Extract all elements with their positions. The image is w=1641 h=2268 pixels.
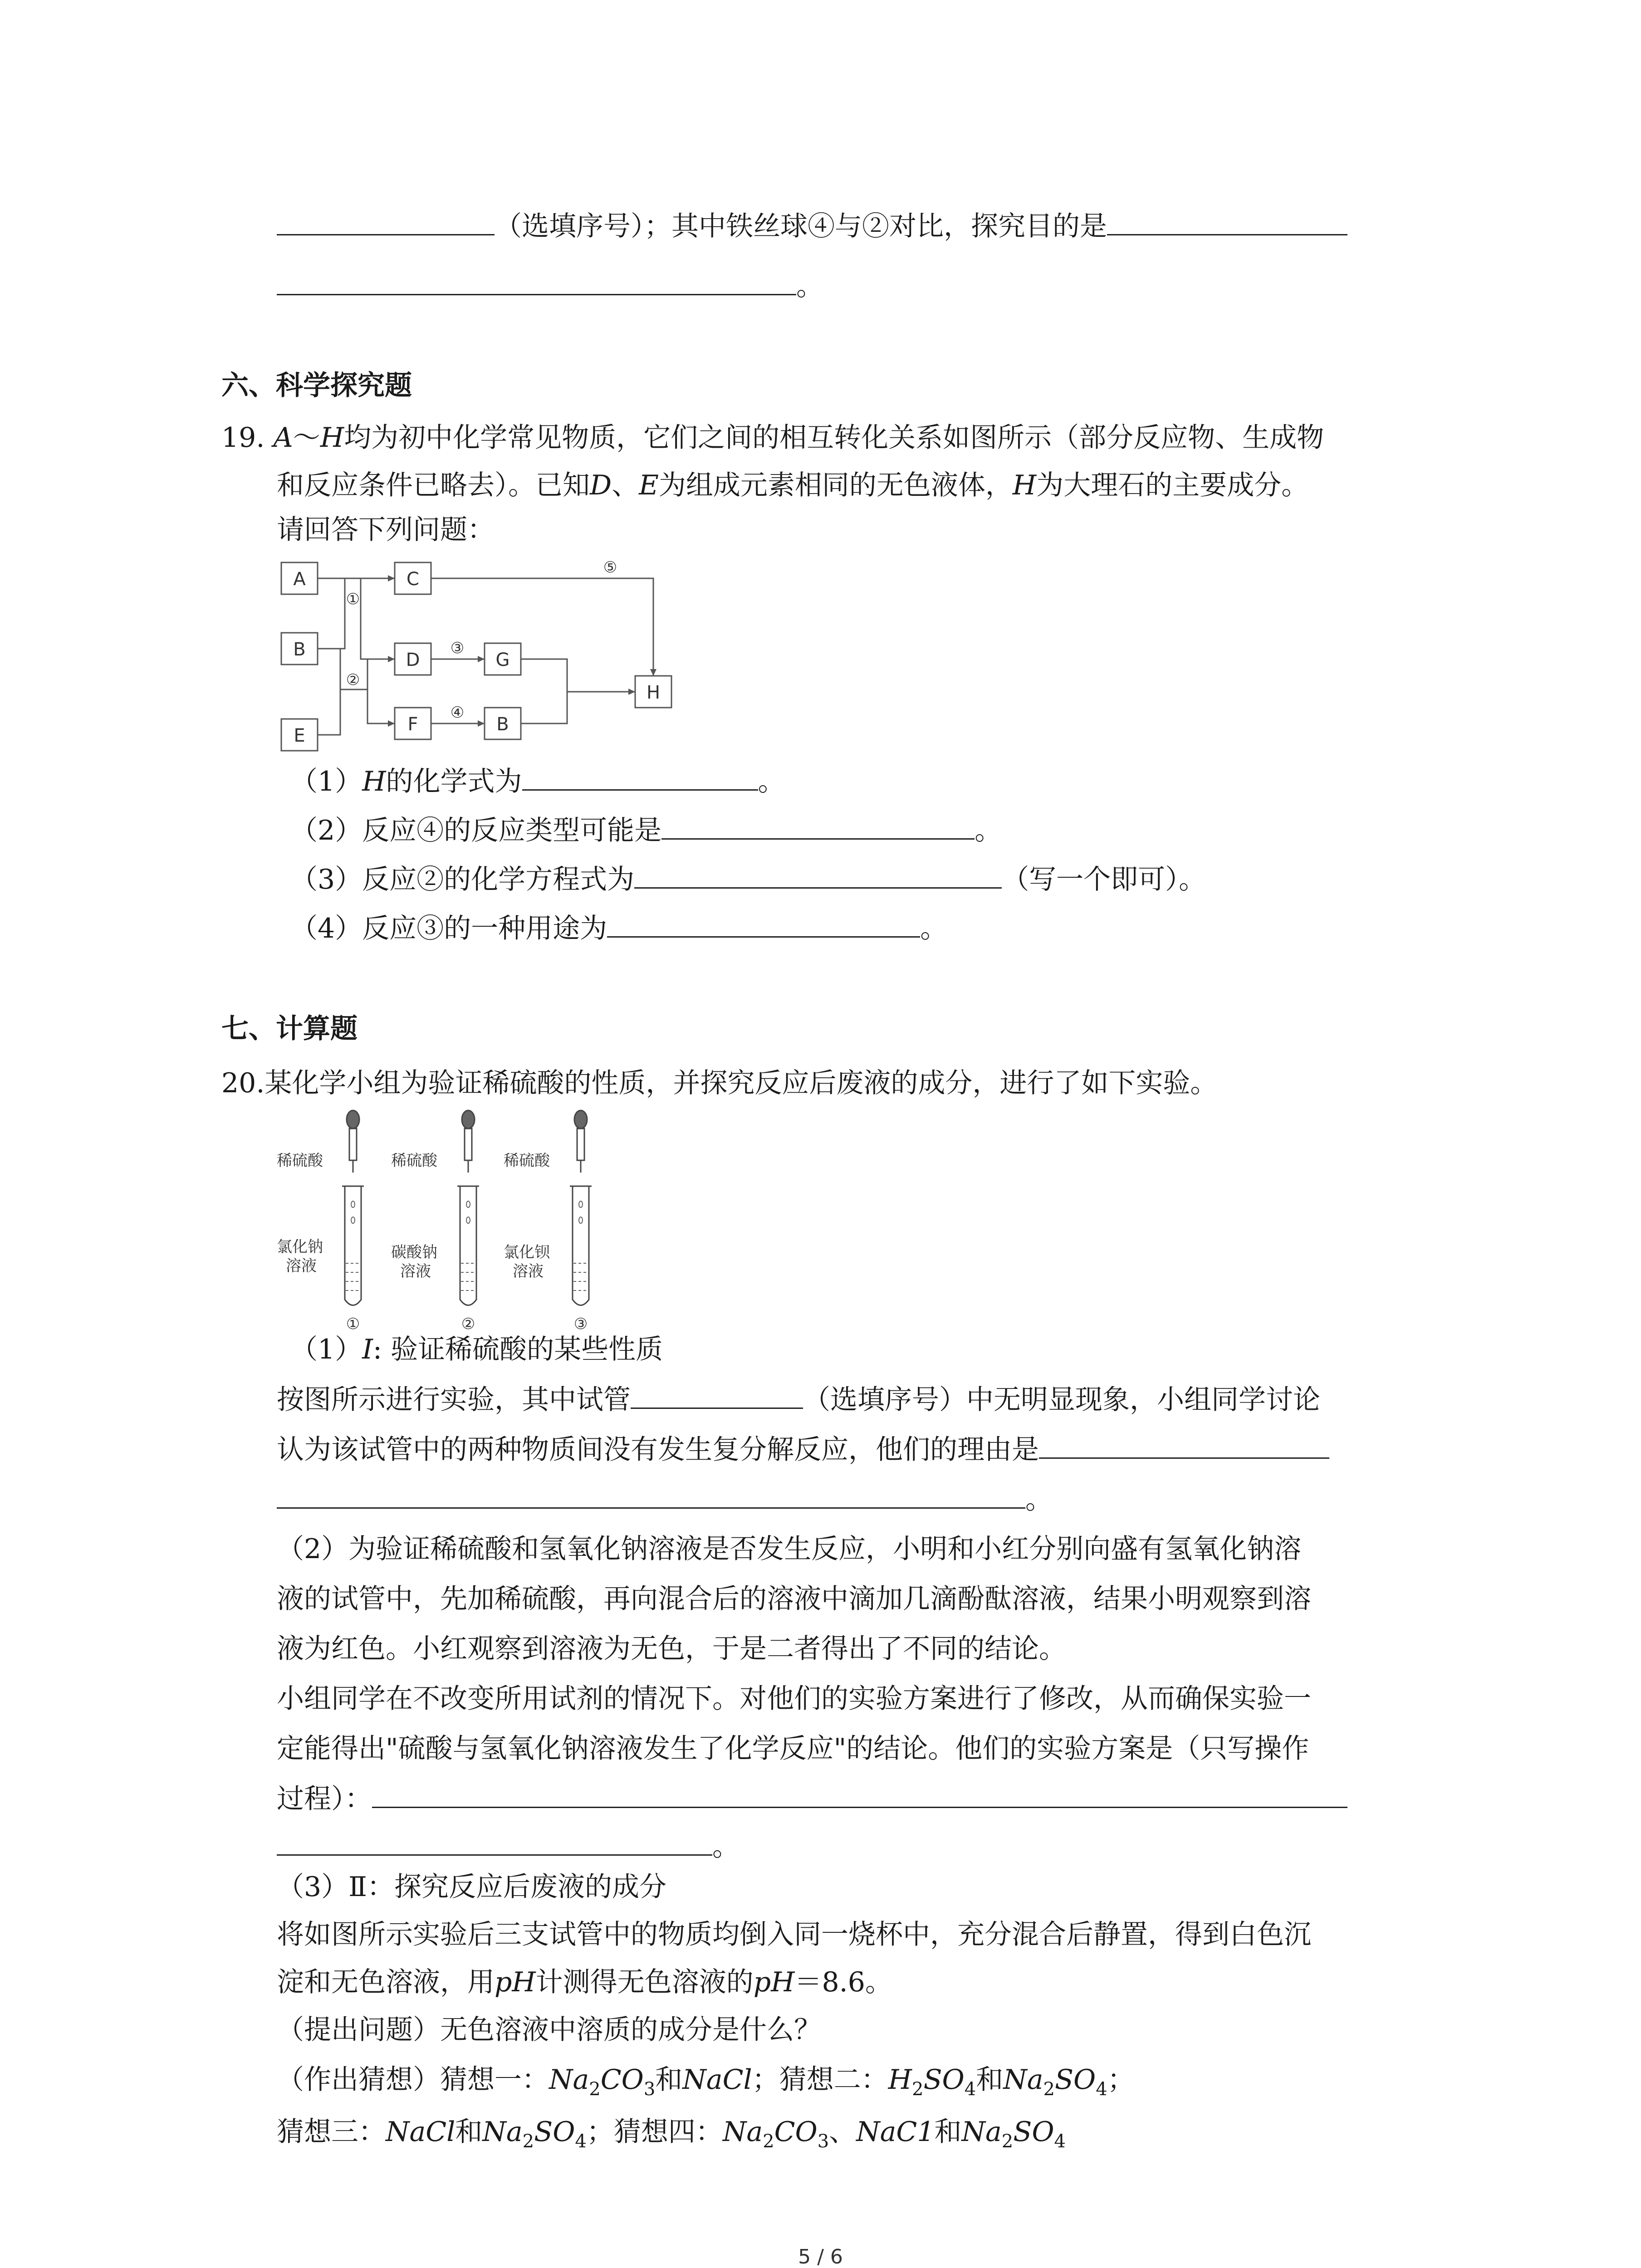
tube-number: ③ <box>573 1315 588 1333</box>
dropper-bulb <box>347 1110 359 1129</box>
q20-part-3-line-3: 淀和无色溶液，用pH计测得无色溶液的pH＝8.6。 <box>277 1966 892 1998</box>
q20-part-2-line-2: 液的试管中，先加稀硫酸，再向混合后的溶液中滴加几滴酚酞溶液，结果小明观察到溶 <box>277 1583 1311 1615</box>
step-label: ① <box>346 590 360 608</box>
dropper-bulb <box>462 1110 475 1129</box>
step-label: ⑤ <box>603 558 617 577</box>
q20-part-3-line-1: （3）Ⅱ：探究反应后废液的成分 <box>277 1871 666 1903</box>
q20-part-3-line-6: 猜想三：NaCl和$Na_2SO_4$；猜想四：$Na_2CO_3$、NaC1和$Na_2SO_4$ <box>277 2116 1066 2152</box>
q19-sub-1: （1）H的化学式为 。 <box>290 763 785 800</box>
section-heading: 六、科学探究题 <box>221 370 412 401</box>
answer-blank[interactable] <box>1039 1431 1329 1459</box>
answer-blank[interactable] <box>277 1481 1025 1509</box>
q19-line-3: 请回答下列问题： <box>277 514 495 546</box>
answer-blank[interactable] <box>607 910 920 938</box>
q20-part-2-line-7: 。 <box>277 1828 740 1865</box>
tube-label: 溶液 <box>286 1257 317 1275</box>
step-label: ④ <box>450 704 465 722</box>
q20-part-3-line-5: （作出猜想）猜想一：$Na_2CO_3$和NaCl；猜想二：$H_2SO_4$和$Na_2SO_4$； <box>277 2064 1135 2100</box>
test-tube-figure <box>272 1107 599 1334</box>
node-label: E <box>294 725 305 746</box>
answer-blank[interactable] <box>522 763 758 791</box>
q20-part-2-line-1: （2）为验证稀硫酸和氢氧化钠溶液是否发生反应，小明和小红分别向盛有氢氧化钠溶 <box>277 1533 1302 1565</box>
dropper-stem <box>349 1129 357 1160</box>
q19-sub-2: （2）反应④的反应类型可能是 。 <box>290 812 1002 849</box>
dropper-label: 稀硫酸 <box>504 1152 550 1170</box>
answer-blank[interactable] <box>277 208 495 235</box>
test-tube <box>460 1186 476 1305</box>
q20-part-2-line-5: 定能得出"硫酸与氢氧化钠溶液发生了化学反应"的结论。他们的实验方案是（只写操作 <box>277 1733 1309 1765</box>
q19-line-2: 和反应条件已略去）。已知D、E为组成元素相同的无色液体，H为大理石的主要成分。 <box>277 469 1309 501</box>
dropper-stem <box>465 1129 472 1160</box>
node-label: B <box>293 639 306 660</box>
dropper-bulb <box>574 1110 587 1129</box>
tube-label: 溶液 <box>513 1262 544 1281</box>
answer-blank[interactable] <box>631 1381 803 1409</box>
tube-number: ① <box>346 1315 360 1333</box>
tube-label: 氯化钠 <box>277 1238 323 1256</box>
top-line-1: （选填序号）；其中铁丝球④与②对比，探究目的是 <box>277 208 1347 244</box>
tube-label: 氯化钡 <box>504 1243 550 1261</box>
answer-blank[interactable] <box>372 1780 1347 1808</box>
tube-label: 溶液 <box>400 1262 431 1281</box>
answer-blank[interactable] <box>1107 208 1347 235</box>
q20-part-1-title: （1）I: 验证稀硫酸的某些性质 <box>290 1334 663 1365</box>
step-label: ② <box>346 671 360 689</box>
q20-part-3-line-2: 将如图所示实验后三支试管中的物质均倒入同一烧杯中，充分混合后静置，得到白色沉 <box>277 1919 1311 1950</box>
test-tube <box>573 1186 589 1305</box>
dropper-label: 稀硫酸 <box>391 1152 437 1170</box>
q20-part-3-line-4: （提出问题）无色溶液中溶质的成分是什么？ <box>277 2014 821 2046</box>
node-label: A <box>293 569 306 590</box>
node-label: B <box>496 714 509 735</box>
node-label: C <box>407 569 419 590</box>
dropper-stem <box>577 1129 584 1160</box>
section-heading: 七、计算题 <box>221 1013 358 1045</box>
dropper-label: 稀硫酸 <box>277 1152 323 1170</box>
answer-blank[interactable] <box>661 812 975 840</box>
node-label: H <box>646 682 661 703</box>
page-number: 5 / 6 <box>798 2245 843 2268</box>
node-label: F <box>407 714 418 735</box>
q20-part-1-line-3: 认为该试管中的两种物质间没有发生复分解反应，他们的理由是 <box>277 1431 1329 1468</box>
answer-blank[interactable] <box>277 1828 712 1856</box>
q20-intro: 20.某化学小组为验证稀硫酸的性质，并探究反应后废液的成分，进行了如下实验。 <box>221 1067 1218 1099</box>
tube-number: ② <box>461 1315 475 1333</box>
q20-part-1-line-2: 按图所示进行实验，其中试管 （选填序号）中无明显现象，小组同学讨论 <box>277 1381 1320 1418</box>
step-label: ③ <box>450 639 465 657</box>
answer-blank[interactable] <box>277 268 796 295</box>
q20-part-2-line-6: 过程）： <box>277 1780 1347 1817</box>
q20-part-2-line-4: 小组同学在不改变所用试剂的情况下。对他们的实验方案进行了修改，从而确保实验一 <box>277 1683 1311 1715</box>
q20-part-1-line-4: 。 <box>277 1481 1053 1518</box>
tube-label: 碳酸钠 <box>391 1243 437 1261</box>
answer-blank[interactable] <box>634 861 1002 889</box>
q19-sub-4: （4）反应③的一种用途为 。 <box>290 910 947 947</box>
q19-line-1: 19. A～H均为初中化学常见物质，它们之间的相互转化关系如图所示（部分反应物、生成物 <box>221 422 1324 454</box>
top-line-2: 。 <box>277 268 823 304</box>
reaction-diagram <box>272 553 690 762</box>
node-label: D <box>406 650 420 670</box>
node-label: G <box>495 650 510 670</box>
q19-sub-3: （3）反应②的化学方程式为 （写一个即可）。 <box>290 861 1206 898</box>
q20-part-2-line-3: 液为红色。小红观察到溶液为无色，于是二者得出了不同的结论。 <box>277 1633 1066 1665</box>
test-tube <box>345 1186 361 1305</box>
